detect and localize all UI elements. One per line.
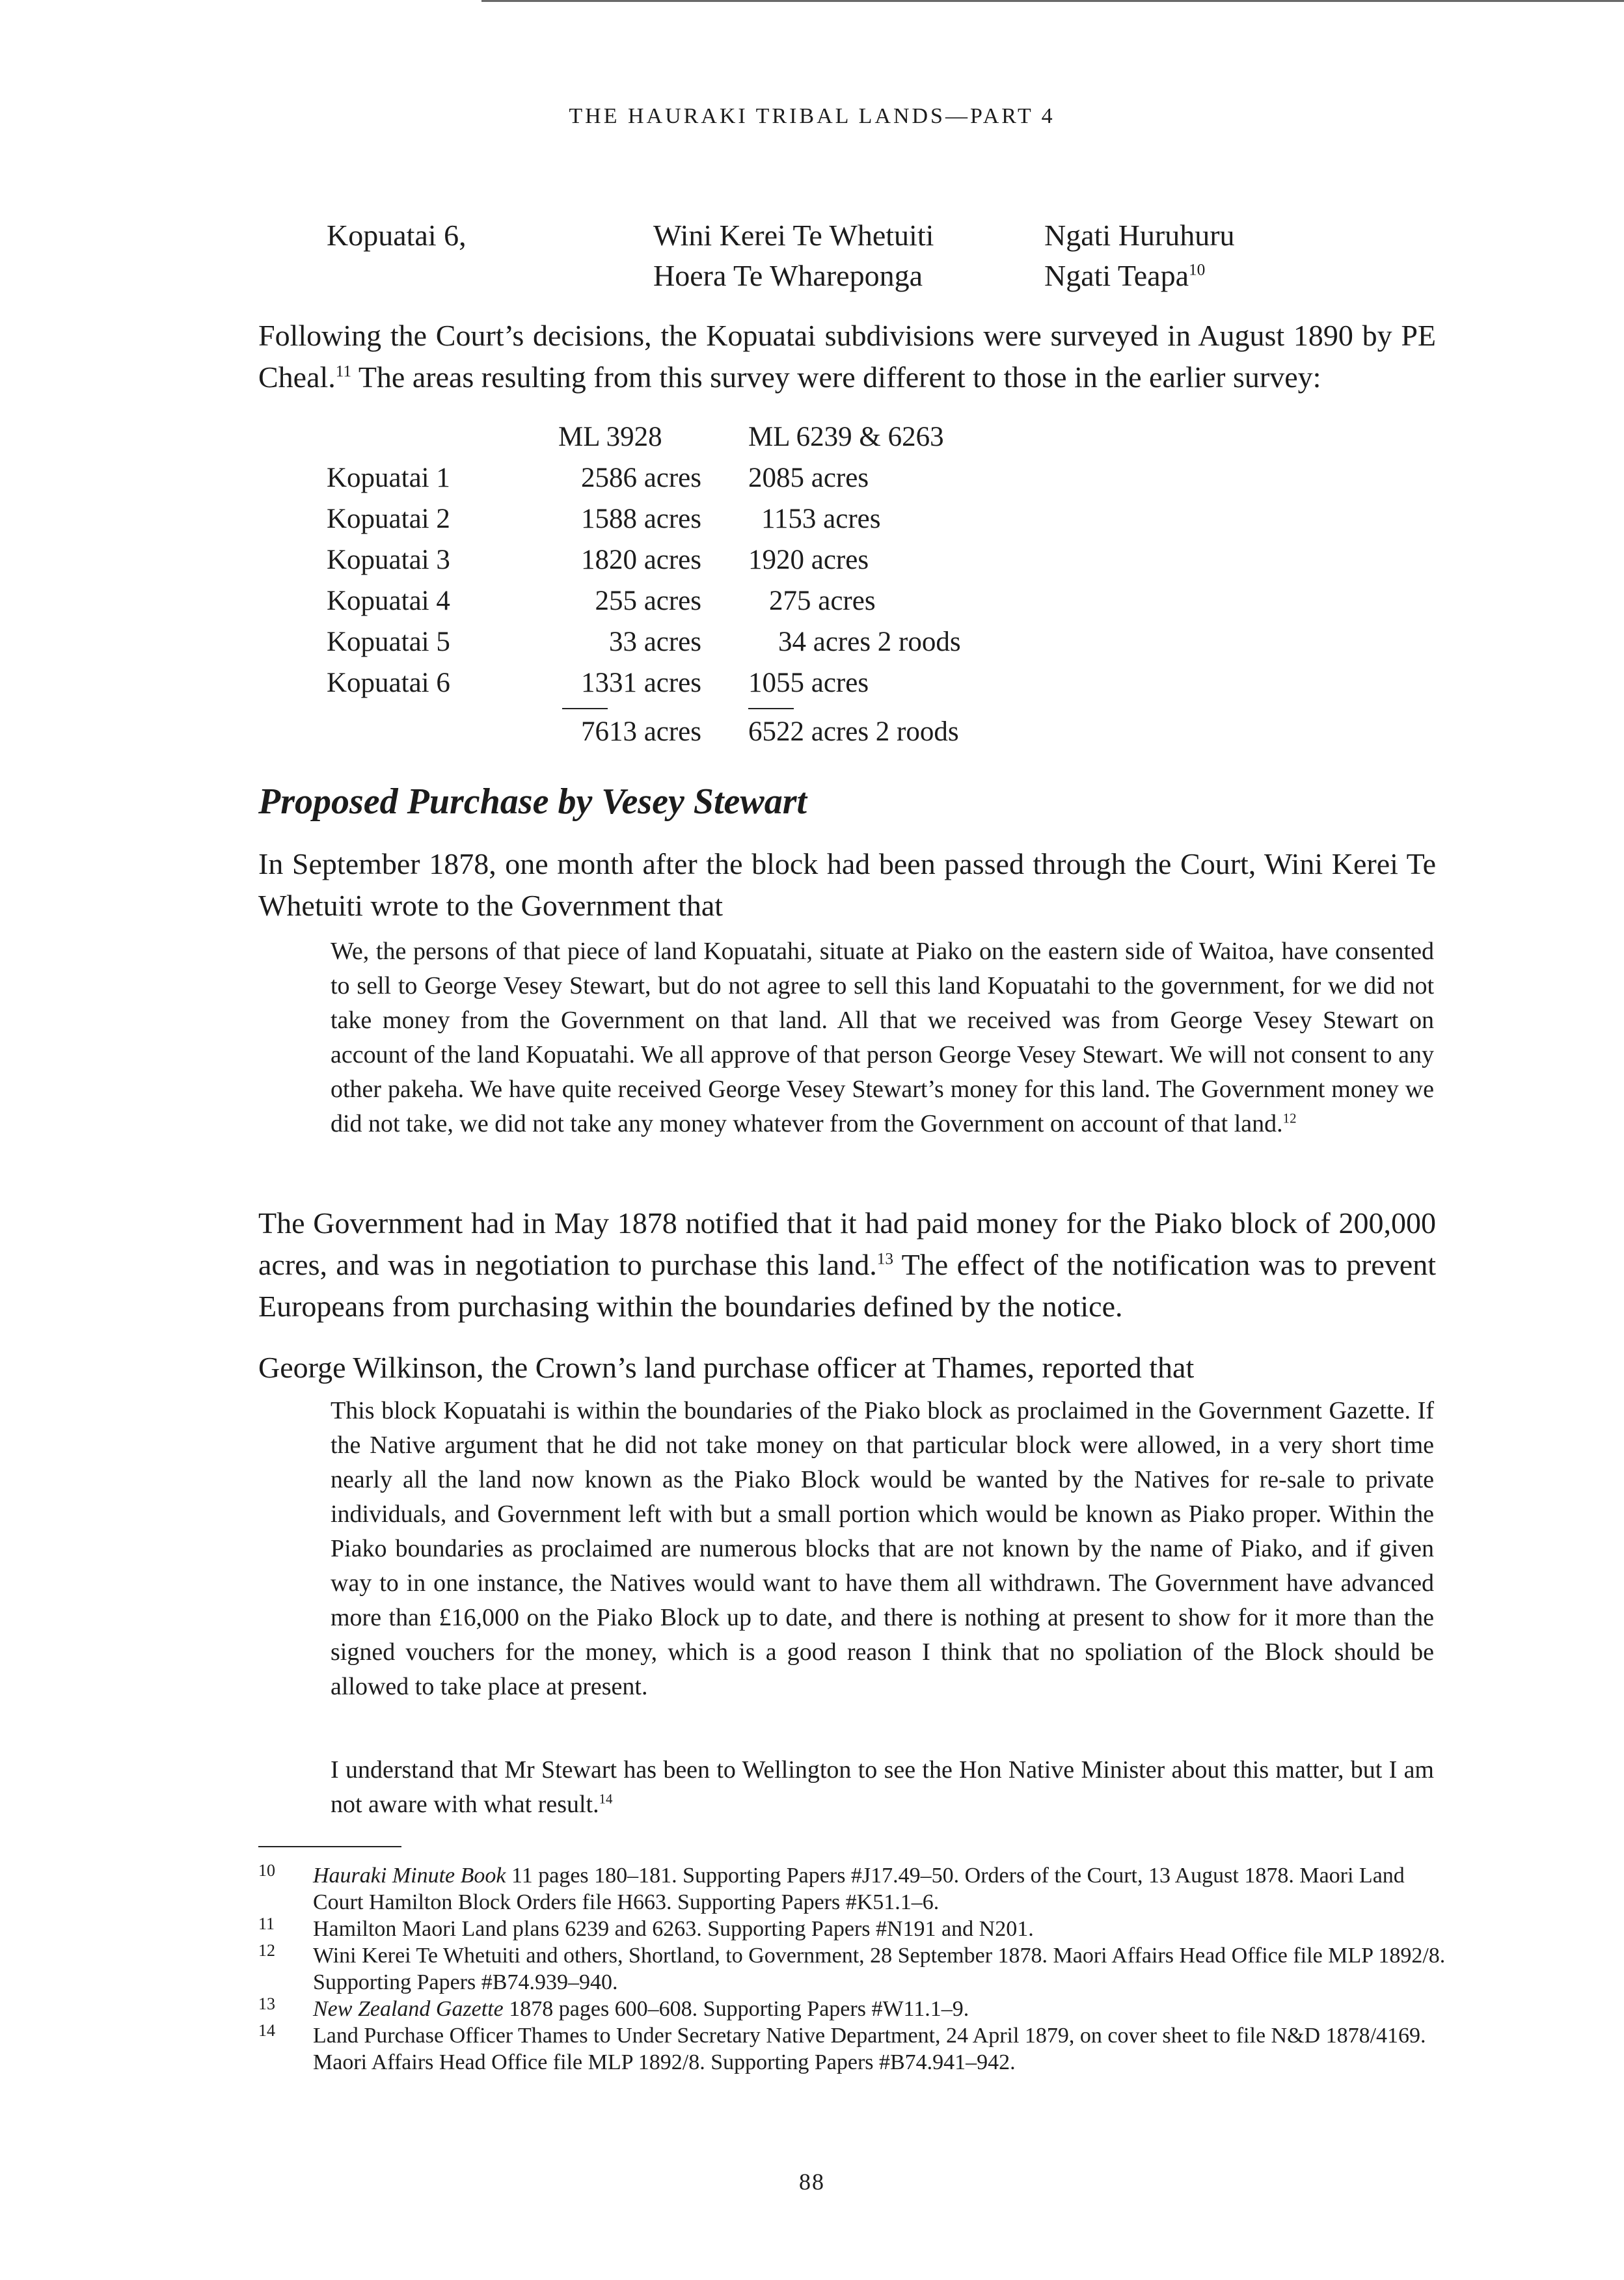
owner-hapu-2: Ngati Teapa <box>1044 259 1189 292</box>
block-quote-report: This block Kopuatahi is within the boundaries of the Piako block as proclaimed in the Government Gazette. If the Native argument that he did not take money on that particular block were allowed, in a very short time nearly all the land now known as the Piako Block would be wanted by the Natives for re-sale to private individuals, and Government left with but a small portion which would be known as Piako proper. Within the Piako boundaries as proclaimed are numerous blocks that are not known by the name of Piako, and if given way to in one instance, the Natives would want to have them all withdrawn. The Government have advanced more than £16,000 on the Piako Block up to date, and there is nothing at present to show for it more than the signed vouchers for the money, which is a good reason I think that no spoliation of the Block should be allowed to take place at present. <box>331 1397 1434 1700</box>
paragraph-wilkinson: George Wilkinson, the Crown’s land purchase officer at Thames, reported that <box>258 1351 1195 1384</box>
footnote-ref: 14 <box>599 1791 613 1807</box>
footnote-body: Hamilton Maori Land plans 6239 and 6263. Supporting Papers #N191 and N201. <box>313 1917 1034 1941</box>
top-rule <box>481 0 1624 2</box>
table-row-block: Kopuatai 4 <box>327 586 450 616</box>
footnote-number: 12 <box>258 1941 275 1960</box>
paragraph-text: The areas resulting from this survey were different to those in the earlier survey: <box>351 360 1321 394</box>
table-cell-ml6239: 275 acres <box>769 586 876 616</box>
block-quote-letter <box>331 934 1434 1141</box>
table-row-block: Kopuatai 3 <box>327 545 450 575</box>
footnote-rule <box>258 1846 401 1847</box>
paragraph-text: The Government had in May 1878 notified that it had paid money for the Piako block of 200,000 acres, and was in negotiation to purchase this land. <box>258 1206 1436 1281</box>
quote-text: I understand that Mr Stewart has been to Wellington to see the Hon Native Minister about this matter, but I am not aware with what result. <box>331 1756 1434 1818</box>
footnote-body: 1878 pages 600–608. Supporting Papers #W11.1–9. <box>503 1997 969 2021</box>
table-total-ml6239: 6522 acres 2 roods <box>748 716 959 747</box>
table-row-block: Kopuatai 5 <box>327 627 450 657</box>
table-cell-ml3928: 2586 acres <box>580 463 701 493</box>
table-cell-ml6239: 1920 acres <box>748 545 869 575</box>
table-cell-ml3928: 1331 acres <box>580 668 701 698</box>
running-head: THE HAURAKI TRIBAL LANDS—PART 4 <box>569 104 1055 128</box>
owners-block-label: Kopuatai 6, <box>327 219 467 252</box>
footnote-body: Wini Kerei Te Whetuiti and others, Shortland, to Government, 28 September 1878. Maori Affairs Head Office file MLP 1892/8. Supporting Papers #B74.939–940. <box>313 1944 1446 1994</box>
footnote-number: 13 <box>258 1994 275 2013</box>
table-row-block: Kopuatai 1 <box>327 463 450 493</box>
sum-rule <box>748 708 794 709</box>
paragraph-text: The effect of the notification was to prevent Europeans from purchasing within the boundaries defined by the notice. <box>258 1248 1436 1323</box>
footnote-italic: Hauraki Minute Book <box>313 1864 506 1888</box>
table-header-ml3928: ML 3928 <box>558 422 662 452</box>
owner-hapu-2-line <box>1044 255 1205 297</box>
paragraph-survey <box>258 315 1436 398</box>
footnote-number: 10 <box>258 1861 275 1880</box>
table-cell-ml6239: 34 acres 2 roods <box>778 627 961 657</box>
table-cell-ml6239: 1153 acres <box>761 504 881 534</box>
table-cell-ml3928: 1588 acres <box>580 504 701 534</box>
block-quote-result <box>331 1753 1434 1822</box>
table-cell-ml6239: 1055 acres <box>748 668 869 698</box>
quote-text: We, the persons of that piece of land Kopuatahi, situate at Piako on the eastern side of Waitoa, have consented to sell to George Vesey Stewart, but do not agree to sell this land Kopuatahi to the government, for we did not take money from the Government on that land. All that we received was from George Vesey Stewart on account of the land Kopuatahi. We all approve of that person George Vesey Stewart. We will not consent to any other pakeha. We have quite received George Vesey Stewart’s money for this land. The Government money we did not take, we did not take any money whatever from the Government on account of that land. <box>331 938 1434 1137</box>
table-cell-ml3928: 1820 acres <box>580 545 701 575</box>
footnote-body: Land Purchase Officer Thames to Under Secretary Native Department, 24 April 1879, on cover sheet to file N&D 1878/4169. Maori Affairs Head Office file MLP 1892/8. Supporting Papers #B74.941–942. <box>313 2024 1426 2074</box>
table-cell-ml3928: 255 acres <box>595 586 701 616</box>
table-row-block: Kopuatai 6 <box>327 668 450 698</box>
footnote-ref: 12 <box>1282 1110 1297 1126</box>
section-heading: Proposed Purchase by Vesey Stewart <box>258 781 807 822</box>
footnote-ref: 13 <box>876 1249 894 1268</box>
footnote-text <box>313 2022 1452 2076</box>
footnote-body: 11 pages 180–181. Supporting Papers #J17.49–50. Orders of the Court, 13 August 1878. Maori Land Court Hamilton Block Orders file H663. Supporting Papers #K51.1–6. <box>313 1864 1405 1914</box>
table-header-ml6239: ML 6239 & 6263 <box>748 422 944 452</box>
footnote-italic: New Zealand Gazette <box>313 1997 504 2021</box>
footnote-number: 11 <box>258 1914 275 1933</box>
paragraph-text: Following the Court’s decisions, the Kopuatai subdivisions were surveyed in August 1890 by PE Cheal. <box>258 319 1436 394</box>
footnote-number: 14 <box>258 2021 275 2040</box>
table-cell-ml3928: 33 acres <box>608 627 701 657</box>
owner-person-2: Hoera Te Whareponga <box>653 259 923 292</box>
sum-rule <box>562 708 608 709</box>
paragraph-notification <box>258 1202 1436 1327</box>
page-number: 88 <box>799 2169 825 2195</box>
footnote-text <box>313 1916 1452 1942</box>
table-row-block: Kopuatai 2 <box>327 504 450 534</box>
owner-person-1: Wini Kerei Te Whetuiti <box>653 219 934 252</box>
owner-hapu-1: Ngati Huruhuru <box>1044 219 1235 252</box>
paragraph-intro: In September 1878, one month after the block had been passed through the Court, Wini Kerei Te Whetuiti wrote to the Government that <box>258 847 1436 922</box>
footnote-ref: 11 <box>335 362 352 381</box>
footnote-text <box>313 1996 1452 2022</box>
table-total-ml3928: 7613 acres <box>580 716 701 747</box>
footnote-text <box>313 1942 1452 1996</box>
table-cell-ml6239: 2085 acres <box>748 463 869 493</box>
footnote-text <box>313 1862 1452 1916</box>
footnote-ref: 10 <box>1189 260 1206 279</box>
